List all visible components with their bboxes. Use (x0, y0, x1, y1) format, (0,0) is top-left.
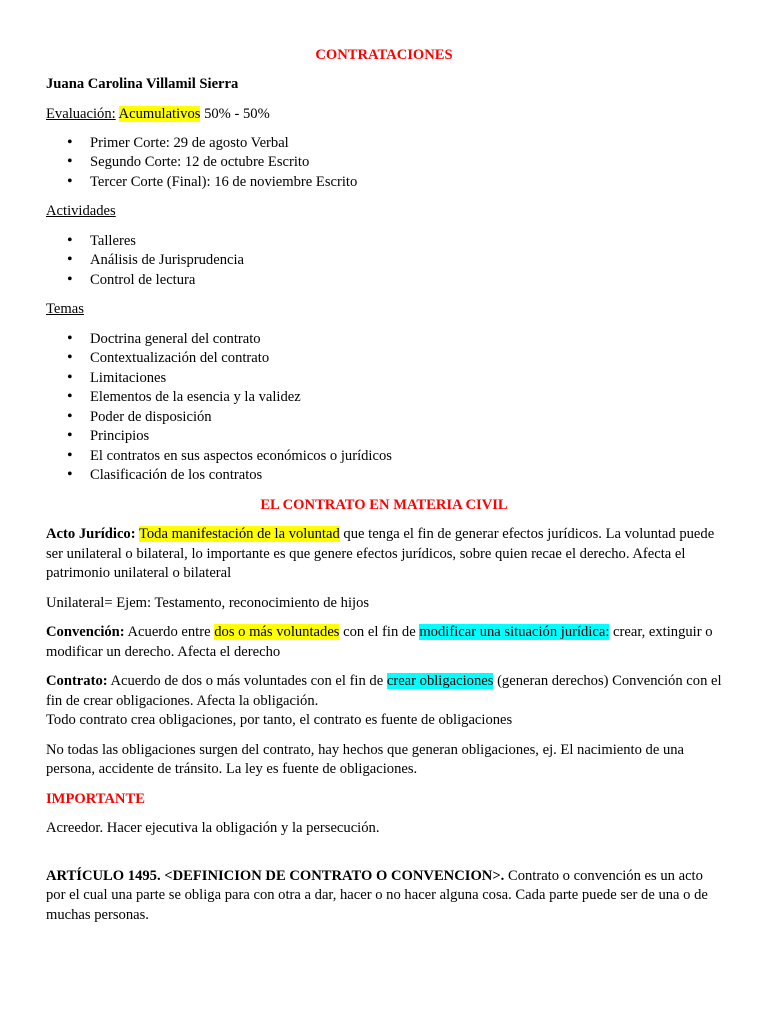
no-todas-paragraph: No todas las obligaciones surgen del contrato, hay hechos que generan obligaciones, ej. El nacimiento de una persona, accidente de tránsito. La ley es fuente de obligaciones. (46, 741, 685, 777)
contrato-line-2: Todo contrato crea obligaciones, por tanto, el contrato es fuente de obligaciones (46, 712, 513, 728)
list-item: • El contratos en sus aspectos económicos o jurídicos (90, 447, 722, 467)
list-item: • Elementos de la esencia y la validez (90, 388, 722, 408)
list-item: • Principios (90, 427, 722, 447)
acto-rest: que tenga el fin de generar efectos jurídicos. La voluntad puede ser unilateral o bilateral, lo importante es que genere efectos jurídicos, sobre quien recae el derecho. Afecta el patrimonio unilateral o bilateral (46, 526, 715, 581)
evaluacion-label: Evaluación: (46, 106, 116, 122)
convencion-highlight-1: dos o más voluntades (214, 624, 340, 640)
acto-highlight: Toda manifestación de la voluntad (138, 526, 340, 542)
actividades-list (46, 232, 722, 291)
temas-list (46, 330, 722, 486)
unilateral-paragraph: Unilateral= Ejem: Testamento, reconocimiento de hijos (46, 594, 370, 611)
list-item: • Clasificación de los contratos (90, 466, 722, 486)
list-item: • Contextualización del contrato (90, 349, 722, 369)
list-item: • Tercer Corte (Final): 16 de noviembre Escrito (90, 173, 722, 193)
temas-heading: Temas (46, 301, 84, 317)
contrato-highlight: crear obligaciones (386, 673, 494, 689)
articulo-rest: Contrato o convención es un acto por el cual una parte se obliga para con otra a dar, hacer o no hacer alguna cosa. Cada parte puede ser de una o de muchas personas. (46, 867, 708, 923)
list-item: • Primer Corte: 29 de agosto Verbal (90, 134, 722, 154)
evaluacion-line (46, 105, 722, 125)
list-item: • Limitaciones (90, 369, 722, 389)
convencion-label: Convención: (46, 624, 125, 640)
list-item: • Doctrina general del contrato (90, 330, 722, 350)
list-item: • Poder de disposición (90, 408, 722, 428)
articulo-paragraph (46, 867, 722, 926)
author-name: Juana Carolina Villamil Sierra (46, 75, 239, 92)
contrato-paragraph: Contrato: Acuerdo de dos o más voluntades con el fin de crear obligaciones (generan derechos) Convención con el fin de crear obligaciones. Afecta la obligación. Todo contrato crea obligaciones, por tanto, el contrato es fuente de obligaciones (46, 673, 722, 728)
convencion-highlight-2: modificar una situación jurídica: (419, 624, 610, 640)
document-title: CONTRATACIONES (315, 47, 453, 63)
acreedor-paragraph: Acreedor. Hacer ejecutiva la obligación y la persecución. (46, 820, 380, 836)
list-item: • Análisis de Jurisprudencia (90, 251, 722, 271)
list-item: • Control de lectura (90, 271, 722, 291)
evaluacion-highlight: Acumulativos (118, 106, 201, 122)
acto-label: Acto Jurídico: (46, 526, 136, 542)
articulo-label: ARTÍCULO 1495. <DEFINICION DE CONTRATO O CONVENCION>. (46, 867, 505, 884)
list-item: • Segundo Corte: 12 de octubre Escrito (90, 153, 722, 173)
actividades-heading: Actividades (46, 203, 116, 219)
contrato-label: Contrato: (46, 673, 108, 689)
list-item: • Talleres (90, 232, 722, 252)
acto-paragraph (46, 525, 722, 584)
convencion-paragraph: Convención: Acuerdo entre dos o más voluntades con el fin de modificar una situación jurídica: crear, extinguir o modificar un derecho. Afecta el derecho (46, 624, 713, 660)
importante-heading: IMPORTANTE (46, 790, 145, 807)
cortes-list (46, 134, 722, 193)
evaluacion-rest: 50% - 50% (200, 106, 270, 122)
section-title: EL CONTRATO EN MATERIA CIVIL (260, 496, 508, 513)
